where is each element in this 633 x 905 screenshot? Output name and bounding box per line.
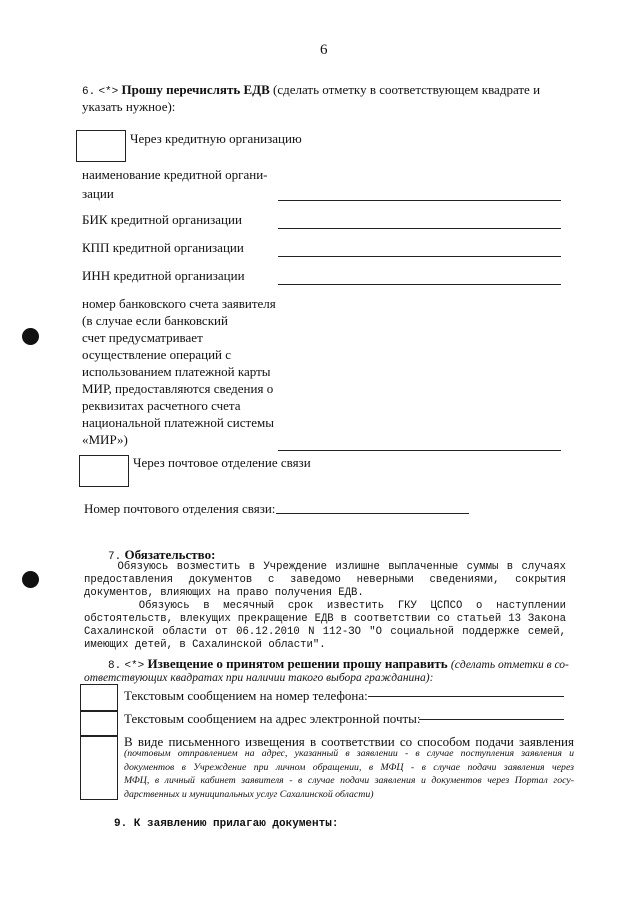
kpp-label: КПП кредитной организации xyxy=(82,240,244,255)
checkbox-phone[interactable] xyxy=(80,684,118,712)
letter-note-line: дарственных и муниципальных услуг Сахалинской области) xyxy=(124,788,374,800)
account-label-line: национальной платежной системы xyxy=(82,415,274,430)
section6-marker: <*> xyxy=(98,86,119,98)
letter-note-line: (почтовым отправлением на адрес, указанный в заявлении - в случае поступления заявления и xyxy=(124,748,574,759)
option-letter-label: В виде письменного извещения в соответствии со способом подачи заявления xyxy=(124,734,574,749)
account-label-line: (в случае если банковский xyxy=(82,313,228,328)
checkbox-post[interactable] xyxy=(79,455,129,487)
section6-heading-line2: указать нужное): xyxy=(82,99,176,114)
account-label-line: использованием платежной карты xyxy=(82,364,271,379)
section8-title: Извещение о принятом решении прошу направить xyxy=(147,656,448,671)
checkbox-email[interactable] xyxy=(80,710,118,737)
account-label-line: «МИР») xyxy=(82,432,128,447)
bank-name-field[interactable] xyxy=(278,200,561,201)
account-label-line: осуществление операций с xyxy=(82,347,232,362)
section6-number: 6. xyxy=(82,86,96,98)
letter-note-line: документов в Учреждение при личном обращении, в МФЦ - в случае подачи заявления через xyxy=(124,761,574,773)
post-office-label: Номер почтового отделения связи: xyxy=(84,501,276,516)
email-field[interactable] xyxy=(419,719,564,720)
section8-marker: <*> xyxy=(124,660,145,672)
letter-note-line: МФЦ, в личный кабинет заявителя - в случае подачи заявления и документов через Портал госу- xyxy=(124,775,574,786)
section7-line: обстоятельств, влекущих прекращение ЕДВ в соответствии со статьей 13 Закона xyxy=(84,613,566,625)
section9-heading: 9. К заявлению прилагаю документы: xyxy=(114,818,339,830)
section7-line: имеющих детей, в Сахалинской области". xyxy=(84,639,326,651)
inn-field[interactable] xyxy=(278,284,561,285)
account-label-line: номер банковского счета заявителя xyxy=(82,296,276,311)
section7-line: Сахалинской области от 06.12.2010 N 112-ЗО "О социальной поддержке семей, xyxy=(84,626,566,638)
section7-line: предоставления документов с заведомо неверными сведениями, сокрытия xyxy=(84,574,566,586)
checkbox-letter[interactable] xyxy=(80,735,118,800)
section7-number: 7. xyxy=(108,551,122,563)
section6-heading xyxy=(82,82,582,100)
section7-line: Обязуюсь в месячный срок известить ГКУ ЦСПСО о наступлении xyxy=(84,600,566,612)
phone-field[interactable] xyxy=(368,696,564,697)
account-label-line: реквизитах расчетного счета xyxy=(82,398,241,413)
letter-note xyxy=(124,747,574,801)
page-number: 6 xyxy=(320,42,328,58)
section6-title: Прошу перечислять ЕДВ xyxy=(121,82,270,97)
account-field[interactable] xyxy=(278,450,561,451)
section8-number: 8. xyxy=(108,660,122,672)
section7-title: Обязательство: xyxy=(124,547,216,562)
section7-line: документов, влияющих на право получения ЕДВ. xyxy=(84,587,364,599)
account-label-line: счет предусматривает xyxy=(82,330,203,345)
section7-line: Обязуюсь возместить в Учреждение излишне выплаченные суммы в случаях xyxy=(84,561,566,573)
bank-name-label-line1: наименование кредитной органи- xyxy=(82,167,268,182)
punch-hole-top xyxy=(22,328,39,345)
bank-name-label-line2: зации xyxy=(82,186,114,201)
bik-field[interactable] xyxy=(278,228,561,229)
punch-hole-bottom xyxy=(22,571,39,588)
section6-title-rest: (сделать отметку в соответствующем квадрате и xyxy=(272,82,541,97)
account-label-line: МИР, предоставляются сведения о xyxy=(82,381,274,396)
bik-label: БИК кредитной организации xyxy=(82,212,242,227)
kpp-field[interactable] xyxy=(278,256,561,257)
option-email-label: Текстовым сообщением на адрес электронной почты: xyxy=(124,711,421,726)
section7-body xyxy=(84,561,566,652)
section8-title-italic: (сделать отметки в со- xyxy=(450,659,569,671)
inn-label: ИНН кредитной организации xyxy=(82,268,245,283)
account-label xyxy=(82,295,282,448)
section8-heading-line2: ответствующих квадратах при наличии такого выбора гражданина): xyxy=(84,672,434,684)
bank-name-label xyxy=(82,166,268,202)
option-phone-label: Текстовым сообщением на номер телефона: xyxy=(124,688,368,703)
option-post-label: Через почтовое отделение связи xyxy=(133,455,311,470)
post-office-field[interactable] xyxy=(276,513,469,514)
checkbox-bank[interactable] xyxy=(76,130,126,162)
option-bank-label: Через кредитную организацию xyxy=(130,131,302,146)
